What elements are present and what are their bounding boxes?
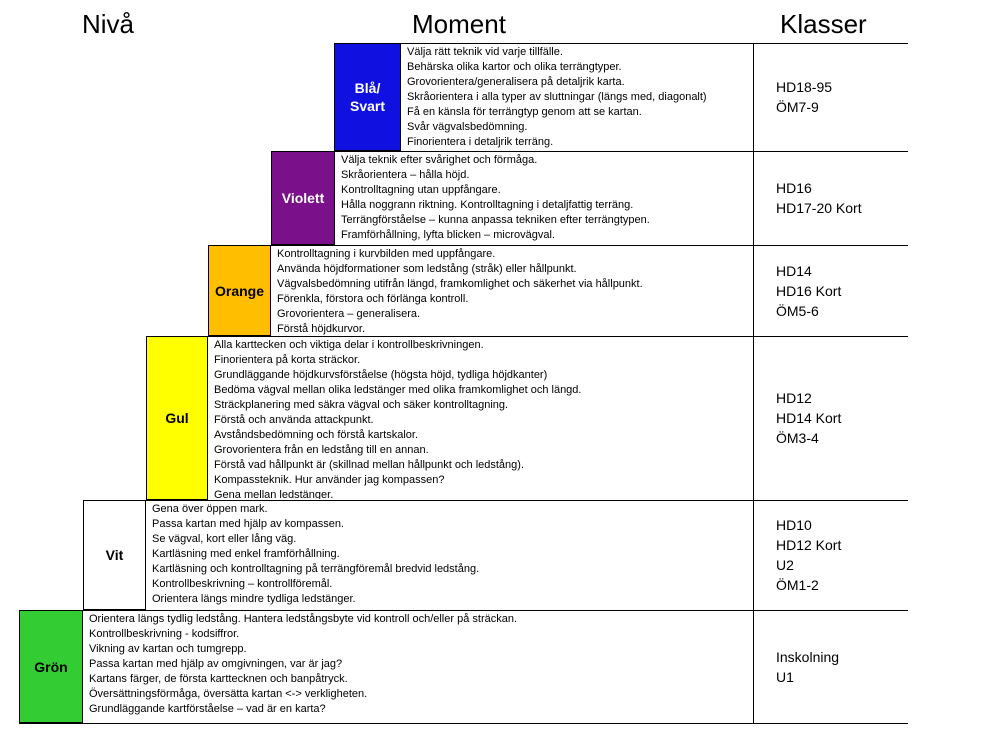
level-name: Orange (214, 282, 264, 299)
moment-list (341, 153, 749, 244)
moment-item: Svår vägvalsbedömning. (407, 121, 528, 133)
level-name: Gul (165, 410, 189, 426)
class-item: HD17-20 Kort (776, 200, 862, 216)
moment-item: Gena över öppen mark. (152, 503, 268, 515)
class-item: U1 (776, 669, 794, 685)
moment-item: Vikning av kartan och tumgrepp. (89, 643, 247, 655)
moment-item: Kontrollbeskrivning – kontrollföremål. (152, 578, 333, 590)
moment-item: Använda höjdformationer som ledstång (stråk) eller hållpunkt. (277, 263, 577, 275)
moment-item: Grundläggande kartförståelse – vad är en karta? (89, 703, 326, 715)
class-list (776, 261, 841, 321)
moment-item: Kartläsning och kontrolltagning på terrängföremål bredvid ledstång. (152, 563, 480, 575)
row-top-line (83, 500, 908, 501)
moment-item: Gena mellan ledstänger. (214, 489, 334, 499)
level-name: Grön (34, 658, 68, 675)
moment-item: Vägvalsbedömning utifrån längd, framkomlighet och säkerhet via hållpunkt. (277, 278, 643, 290)
moment-item: Passa kartan med hjälp av kompassen. (152, 518, 344, 530)
moment-item: Förstå vad hållpunkt är (skillnad mellan hållpunkt och ledstång). (214, 459, 524, 471)
column-divider (753, 151, 754, 245)
moment-item: Hålla noggrann riktning. Kontrolltagning i detaljfattig terräng. (341, 199, 634, 211)
row-top-line (19, 610, 908, 611)
moment-item: Bedöma vägval mellan olika ledstänger med olika framkomlighet och längd. (214, 384, 582, 396)
class-item: ÖM7-9 (776, 99, 819, 115)
moment-item: Finorientera i detaljrik terräng. (407, 136, 554, 148)
moment-list (152, 502, 749, 609)
moment-list (89, 612, 749, 722)
class-list (776, 77, 832, 117)
level-column-header: Nivå (82, 9, 135, 39)
class-item: Inskolning (776, 649, 840, 665)
moment-item: Kontrollbeskrivning - kodsiffror. (89, 628, 240, 640)
row-top-line (271, 151, 908, 152)
moment-item: Grovorientera från en ledstång till en annan. (214, 444, 429, 456)
class-list (776, 647, 839, 687)
moment-item: Sträckplanering med säkra vägval och säker kontrolltagning. (214, 399, 509, 411)
moment-item: Framförhållning, lyfta blicken – microvägval. (341, 229, 555, 241)
level-name: Blå/ Svart (349, 80, 386, 114)
moment-item: Grovorientera/generalisera på detaljrik karta. (407, 76, 625, 88)
moment-item: Översättningsförmåga, översätta kartan <-> verkligheten. (89, 688, 368, 700)
column-divider (753, 43, 754, 151)
moment-item: Finorientera på korta sträckor. (214, 354, 361, 366)
moment-item: Se vägval, kort eller lång väg. (152, 533, 297, 545)
row-top-line (208, 245, 908, 246)
moment-item: Välja rätt teknik vid varje tillfälle. (407, 46, 563, 58)
column-divider (753, 500, 754, 610)
moment-item: Terrängförståelse – kunna anpassa tekniken efter terrängtypen. (341, 214, 650, 226)
class-item: ÖM5-6 (776, 303, 819, 319)
moment-item: Avståndsbedömning och förstå kartskalor. (214, 429, 419, 441)
moment-item: Få en känsla för terrängtyp genom att se kartan. (407, 106, 642, 118)
moment-item: Grundläggande höjdkurvsförståelse (högsta höjd, tydliga höjdkanter) (214, 369, 548, 381)
moment-item: Kontrolltagning i kurvbilden med uppfångare. (277, 248, 496, 260)
class-item: HD14 (776, 263, 812, 279)
level-name: Violett (281, 190, 325, 206)
moment-column-header: Moment (412, 9, 506, 39)
moment-item: Kontrolltagning utan uppfångare. (341, 184, 501, 196)
level-box (83, 500, 146, 610)
moment-item: Grovorientera – generalisera. (277, 308, 421, 320)
moment-item: Förstå höjdkurvor. (277, 323, 366, 335)
moment-item: Orientera längs mindre tydliga ledstänger. (152, 593, 356, 605)
level-box (19, 610, 83, 723)
level-box (334, 43, 401, 151)
moment-item: Alla karttecken och viktiga delar i kontrollbeskrivningen. (214, 339, 484, 351)
moment-list (407, 45, 749, 150)
moment-item: Skråorientera i alla typer av sluttningar (längs med, diagonalt) (407, 91, 707, 103)
level-name: Vit (105, 547, 124, 563)
column-divider (753, 245, 754, 336)
moment-item: Skråorientera – hålla höjd. (341, 169, 470, 181)
class-item: ÖM1-2 (776, 577, 819, 593)
class-item: HD10 (776, 517, 812, 533)
level-box (146, 336, 208, 500)
moment-item: Behärska olika kartor och olika terrängtyper. (407, 61, 622, 73)
class-item: ÖM3-4 (776, 430, 819, 446)
moment-item: Kartläsning med enkel framförhållning. (152, 548, 340, 560)
row-top-line (334, 43, 908, 44)
class-item: HD18-95 (776, 79, 833, 95)
moment-item: Förstå och använda attackpunkt. (214, 414, 374, 426)
class-item: HD16 Kort (776, 283, 842, 299)
moment-item: Kartans färger, de första karttecknen och banpåtryck. (89, 673, 348, 685)
class-list (776, 515, 841, 595)
class-list (776, 178, 862, 218)
moment-item: Förenkla, förstora och förlänga kontroll. (277, 293, 469, 305)
class-item: HD12 (776, 390, 812, 406)
moment-item: Orientera längs tydlig ledstång. Hantera ledstångsbyte vid kontroll och/eller på sträckan. (89, 613, 518, 625)
class-item: HD16 (776, 180, 812, 196)
column-divider (753, 610, 754, 723)
class-list (776, 388, 841, 448)
class-item: U2 (776, 557, 794, 573)
moment-item: Kompassteknik. Hur använder jag kompassen? (214, 474, 445, 486)
moment-item: Passa kartan med hjälp av omgivningen, var är jag? (89, 658, 343, 670)
bottom-line (19, 723, 908, 724)
level-box (271, 151, 335, 245)
class-item: HD14 Kort (776, 410, 842, 426)
level-box (208, 245, 271, 336)
row-top-line (146, 336, 908, 337)
moment-item: Välja teknik efter svårighet och förmåga. (341, 154, 538, 166)
column-divider (753, 336, 754, 500)
class-item: HD12 Kort (776, 537, 842, 553)
classes-column-header: Klasser (780, 9, 867, 39)
moment-list (214, 338, 749, 499)
moment-list (277, 247, 749, 335)
